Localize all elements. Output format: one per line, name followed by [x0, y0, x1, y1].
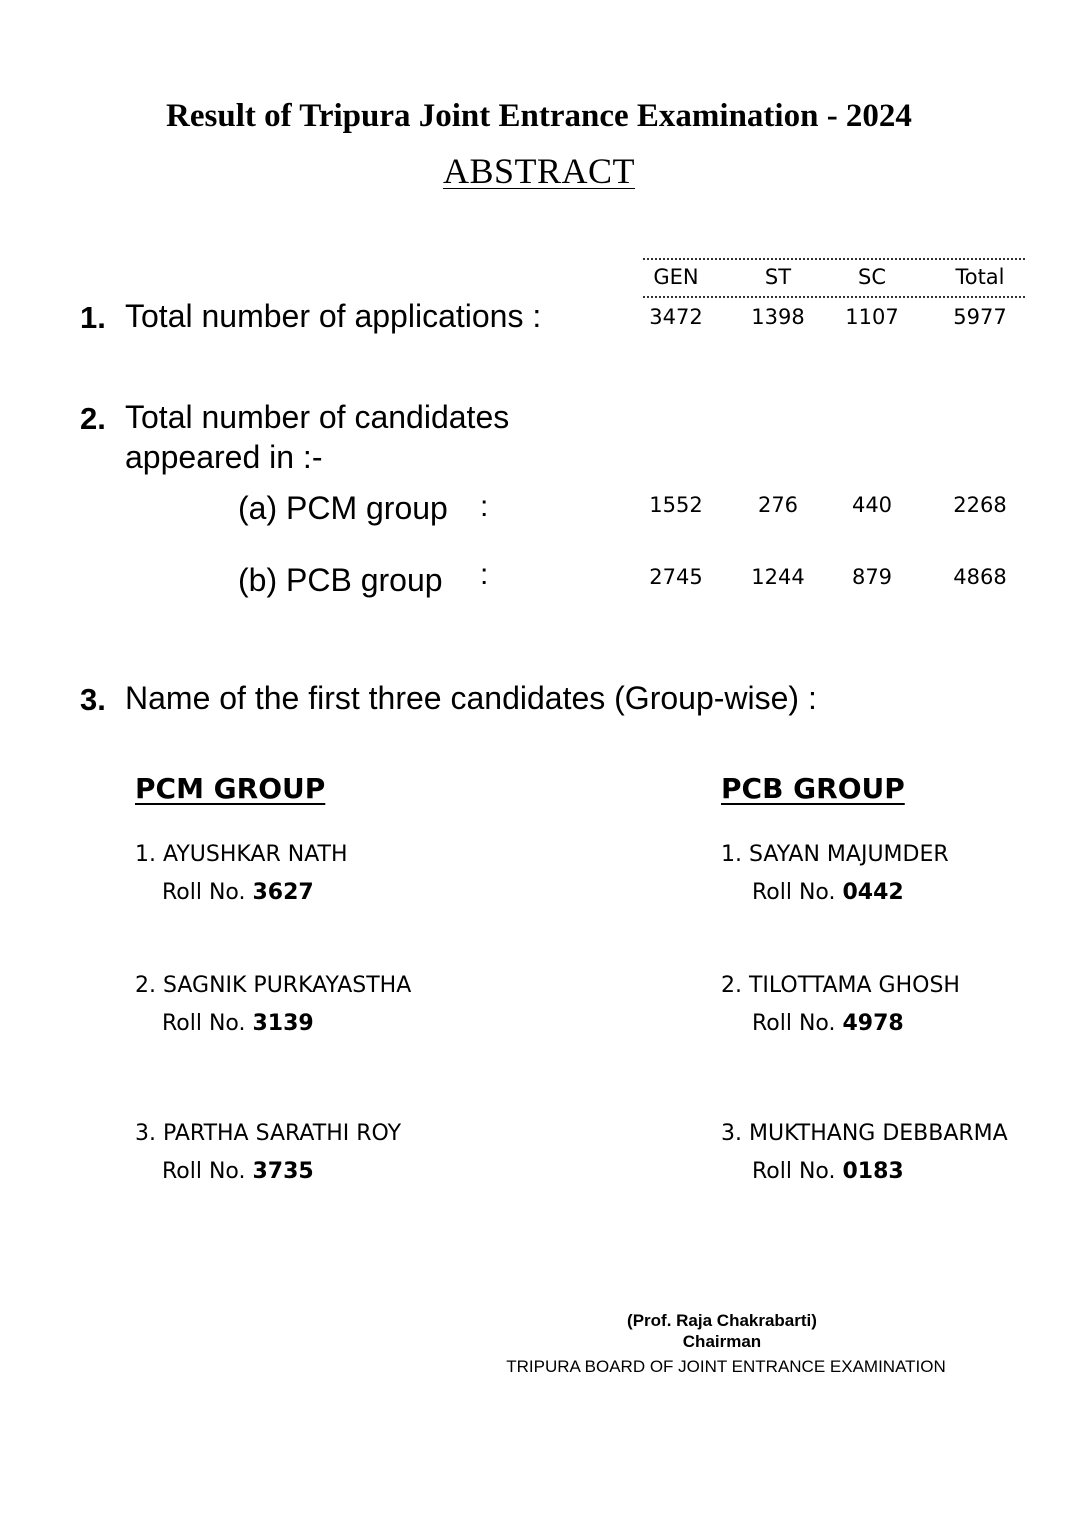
pcm-total-value: 2268	[953, 493, 1007, 517]
header-bottom-rule	[643, 296, 1025, 298]
q1-total-value: 5977	[953, 305, 1007, 329]
q2-number: 2.	[80, 401, 106, 436]
pcb-st-value: 1244	[751, 565, 805, 589]
q1-gen-value: 3472	[649, 305, 703, 329]
signatory-designation: Chairman	[682, 1332, 762, 1351]
pcm-candidate-3-name: 3. PARTHA SARATHI ROY	[135, 1121, 402, 1146]
pcm-sc-value: 440	[851, 493, 893, 517]
pcb-group-colon: :	[480, 558, 489, 591]
q1-sc-value: 1107	[845, 305, 899, 329]
pcb-candidate-1-roll: Roll No. 0442	[752, 880, 904, 905]
q2-label-line1: Total number of candidates	[125, 399, 510, 435]
pcb-candidate-3-roll: Roll No. 0183	[752, 1159, 904, 1184]
pcm-candidate-3-roll: Roll No. 3735	[162, 1159, 314, 1184]
q3-label: Name of the first three candidates (Group-wise) :	[125, 680, 817, 716]
pcm-candidate-2-name: 2. SAGNIK PURKAYASTHA	[135, 973, 412, 998]
pcm-candidate-1-name: 1. AYUSHKAR NATH	[135, 842, 348, 867]
pcb-candidate-2-name: 2. TILOTTAMA GHOSH	[721, 973, 960, 998]
pcm-group-label: (a) PCM group	[238, 490, 448, 526]
q3-number: 3.	[80, 682, 106, 717]
signatory-organization: TRIPURA BOARD OF JOINT ENTRANCE EXAMINATION	[506, 1357, 946, 1376]
pcb-group-heading: PCB GROUP	[721, 772, 905, 805]
pcm-candidate-1-roll: Roll No. 3627	[162, 880, 314, 905]
pcb-candidate-1-name: 1. SAYAN MAJUMDER	[721, 842, 949, 867]
pcb-sc-value: 879	[851, 565, 893, 589]
pcb-candidate-2-roll: Roll No. 4978	[752, 1011, 904, 1036]
pcm-gen-value: 1552	[649, 493, 703, 517]
signatory-name: (Prof. Raja Chakrabarti)	[627, 1311, 817, 1330]
document-title: Result of Tripura Joint Entrance Examination - 2024	[166, 98, 912, 134]
col-header-total: Total	[955, 265, 1005, 289]
col-header-st: ST	[764, 265, 792, 289]
q2-label-line2: appeared in :-	[125, 439, 323, 475]
pcb-group-label: (b) PCB group	[238, 562, 443, 598]
pcb-total-value: 4868	[953, 565, 1007, 589]
pcb-candidate-3-name: 3. MUKTHANG DEBBARMA	[721, 1121, 1008, 1146]
pcb-gen-value: 2745	[649, 565, 703, 589]
pcm-st-value: 276	[757, 493, 799, 517]
abstract-heading: ABSTRACT	[442, 151, 636, 191]
pcm-group-colon: :	[480, 490, 489, 523]
q1-number: 1.	[80, 300, 106, 335]
q1-label: Total number of applications :	[125, 298, 542, 334]
header-top-rule	[643, 258, 1025, 260]
pcm-group-heading: PCM GROUP	[135, 772, 326, 805]
q1-st-value: 1398	[751, 305, 805, 329]
col-header-gen: GEN	[653, 265, 699, 289]
document-subtitle	[0, 150, 1078, 192]
col-header-sc: SC	[858, 265, 886, 289]
pcm-candidate-2-roll: Roll No. 3139	[162, 1011, 314, 1036]
